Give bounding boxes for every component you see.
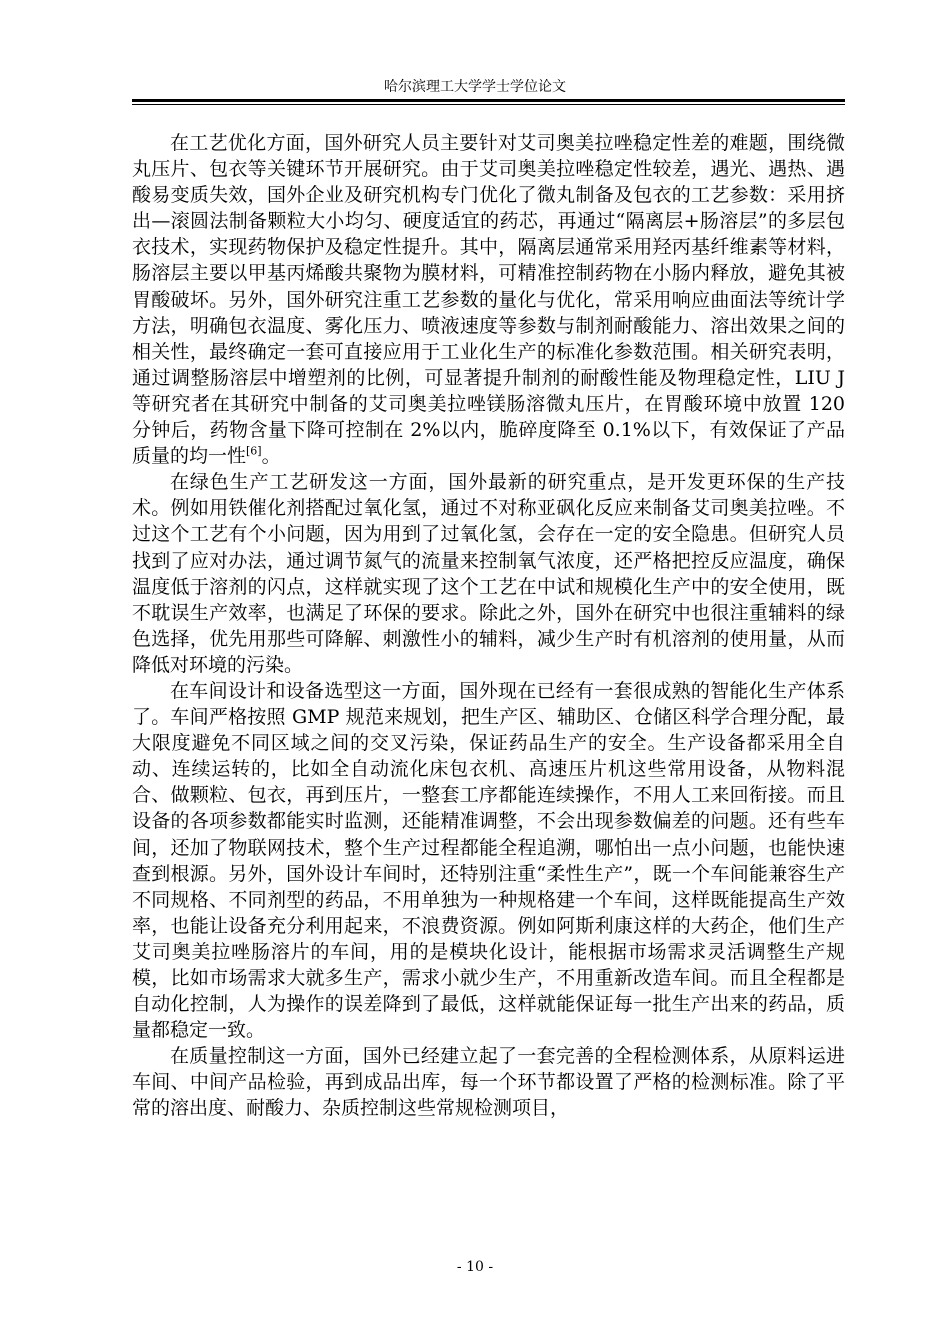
citation-reference: [6] — [246, 444, 262, 458]
paragraph-text: 在质量控制这一方面，国外已经建立起了一套完善的全程检测体系，从原料运进车间、中间产品检验，再到成品出库，每一个环节都设置了严格的检测标准。除了平常的溶出度、耐酸力、杂质控制这些常规检测项目， — [132, 1045, 845, 1120]
page-number: - 10 - — [456, 1259, 494, 1275]
header-rule-thick — [132, 99, 845, 102]
running-header: 哈尔滨理工大学学士学位论文 — [384, 79, 566, 95]
paragraph-text: 在绿色生产工艺研发这一方面，国外最新的研究重点，是开发更环保的生产技术。例如用铁催化剂搭配过氧化氢，通过不对称亚砜化反应来制备艾司奥美拉唑。不过这个工艺有个小问题，因为用到了过氧化氢，会存在一定的安全隐患。但研究人员找到了应对办法，通过调节氮气的流量来控制氧气浓度，还严格把控反应温度，确保温度低于溶剂的闪点，这样就实现了这个工艺在中试和规模化生产中的安全使用，既不耽误生产效率，也满足了环保的要求。除此之外，国外在研究中也很注重辅料的绿色选择，优先用那些可降解、刺激性小的辅料，减少生产时有机溶剂的使用量，从而降低对环境的污染。 — [132, 471, 845, 676]
paragraph-process-optimization — [132, 130, 845, 469]
paragraph-green-production — [132, 469, 845, 678]
header-rule-thin — [132, 104, 845, 105]
paragraph-tail: 。 — [261, 445, 281, 468]
paragraph-text: 在车间设计和设备选型这一方面，国外现在已经有一套很成熟的智能化生产体系了。车间严格按照 GMP 规范来规划，把生产区、辅助区、仓储区科学合理分配，最大限度避免不同区域之间的交叉污染，保证药品生产的安全。生产设备都采用全自动、连续运转的，比如全自动流化床包衣机、高速压片机这些常用设备，从物料混合、做颗粒、包衣，再到压片，一整套工序都能连续操作，不用人工来回衔接。而且设备的各项参数都能实时监测，还能精准调整，不会出现参数偏差的问题。还有些车间，还加了物联网技术，整个生产过程都能全程追溯，哪怕出一点小问题，也能快速查到根源。另外，国外设计车间时，还特别注重“柔性生产”，既一个车间能兼容生产不同规格、不同剂型的药品，不用单独为一种规格建一个车间，这样既能提高生产效率，也能让设备充分利用起来，不浪费资源。例如阿斯利康这样的大药企，他们生产艾司奥美拉唑肠溶片的车间，用的是模块化设计，能根据市场需求灵活调整生产规模，比如市场需求大就多生产，需求小就少生产，不用重新改造车间。而且全程都是自动化控制，人为操作的误差降到了最低，这样就能保证每一批生产出来的药品，质量都稳定一致。 — [132, 679, 845, 1042]
paragraph-text: 在工艺优化方面，国外研究人员主要针对艾司奥美拉唑稳定性差的难题，围绕微丸压片、包衣等关键环节开展研究。由于艾司奥美拉唑稳定性较差，遇光、遇热、遇酸易变质失效，国外企业及研究机构专门优化了微丸制备及包衣的工艺参数：采用挤出—滚圆法制备颗粒大小均匀、硬度适宜的药芯，再通过“隔离层+肠溶层”的多层包衣技术，实现药物保护及稳定性提升。其中，隔离层通常采用羟丙基纤维素等材料，肠溶层主要以甲基丙烯酸共聚物为膜材料，可精准控制药物在小肠内释放，避免其被胃酸破坏。另外，国外研究注重工艺参数的量化与优化，常采用响应曲面法等统计学方法，明确包衣温度、雾化压力、喷液速度等参数与制剂耐酸能力、溶出效果之间的相关性，最终确定一套可直接应用于工业化生产的标准化参数范围。相关研究表明，通过调整肠溶层中增塑剂的比例，可显著提升制剂的耐酸性能及物理稳定性，LIU J 等研究者在其研究中制备的艾司奥美拉唑镁肠溶微丸压片，在胃酸环境中放置 120 分钟后，药物含量下降可控制在 2%以内，脆碎度降至 0.1%以下，有效保证了产品质量的均一性 — [132, 132, 845, 468]
body-text — [132, 130, 845, 1122]
paragraph-workshop-design — [132, 678, 845, 1043]
paragraph-quality-control — [132, 1043, 845, 1121]
